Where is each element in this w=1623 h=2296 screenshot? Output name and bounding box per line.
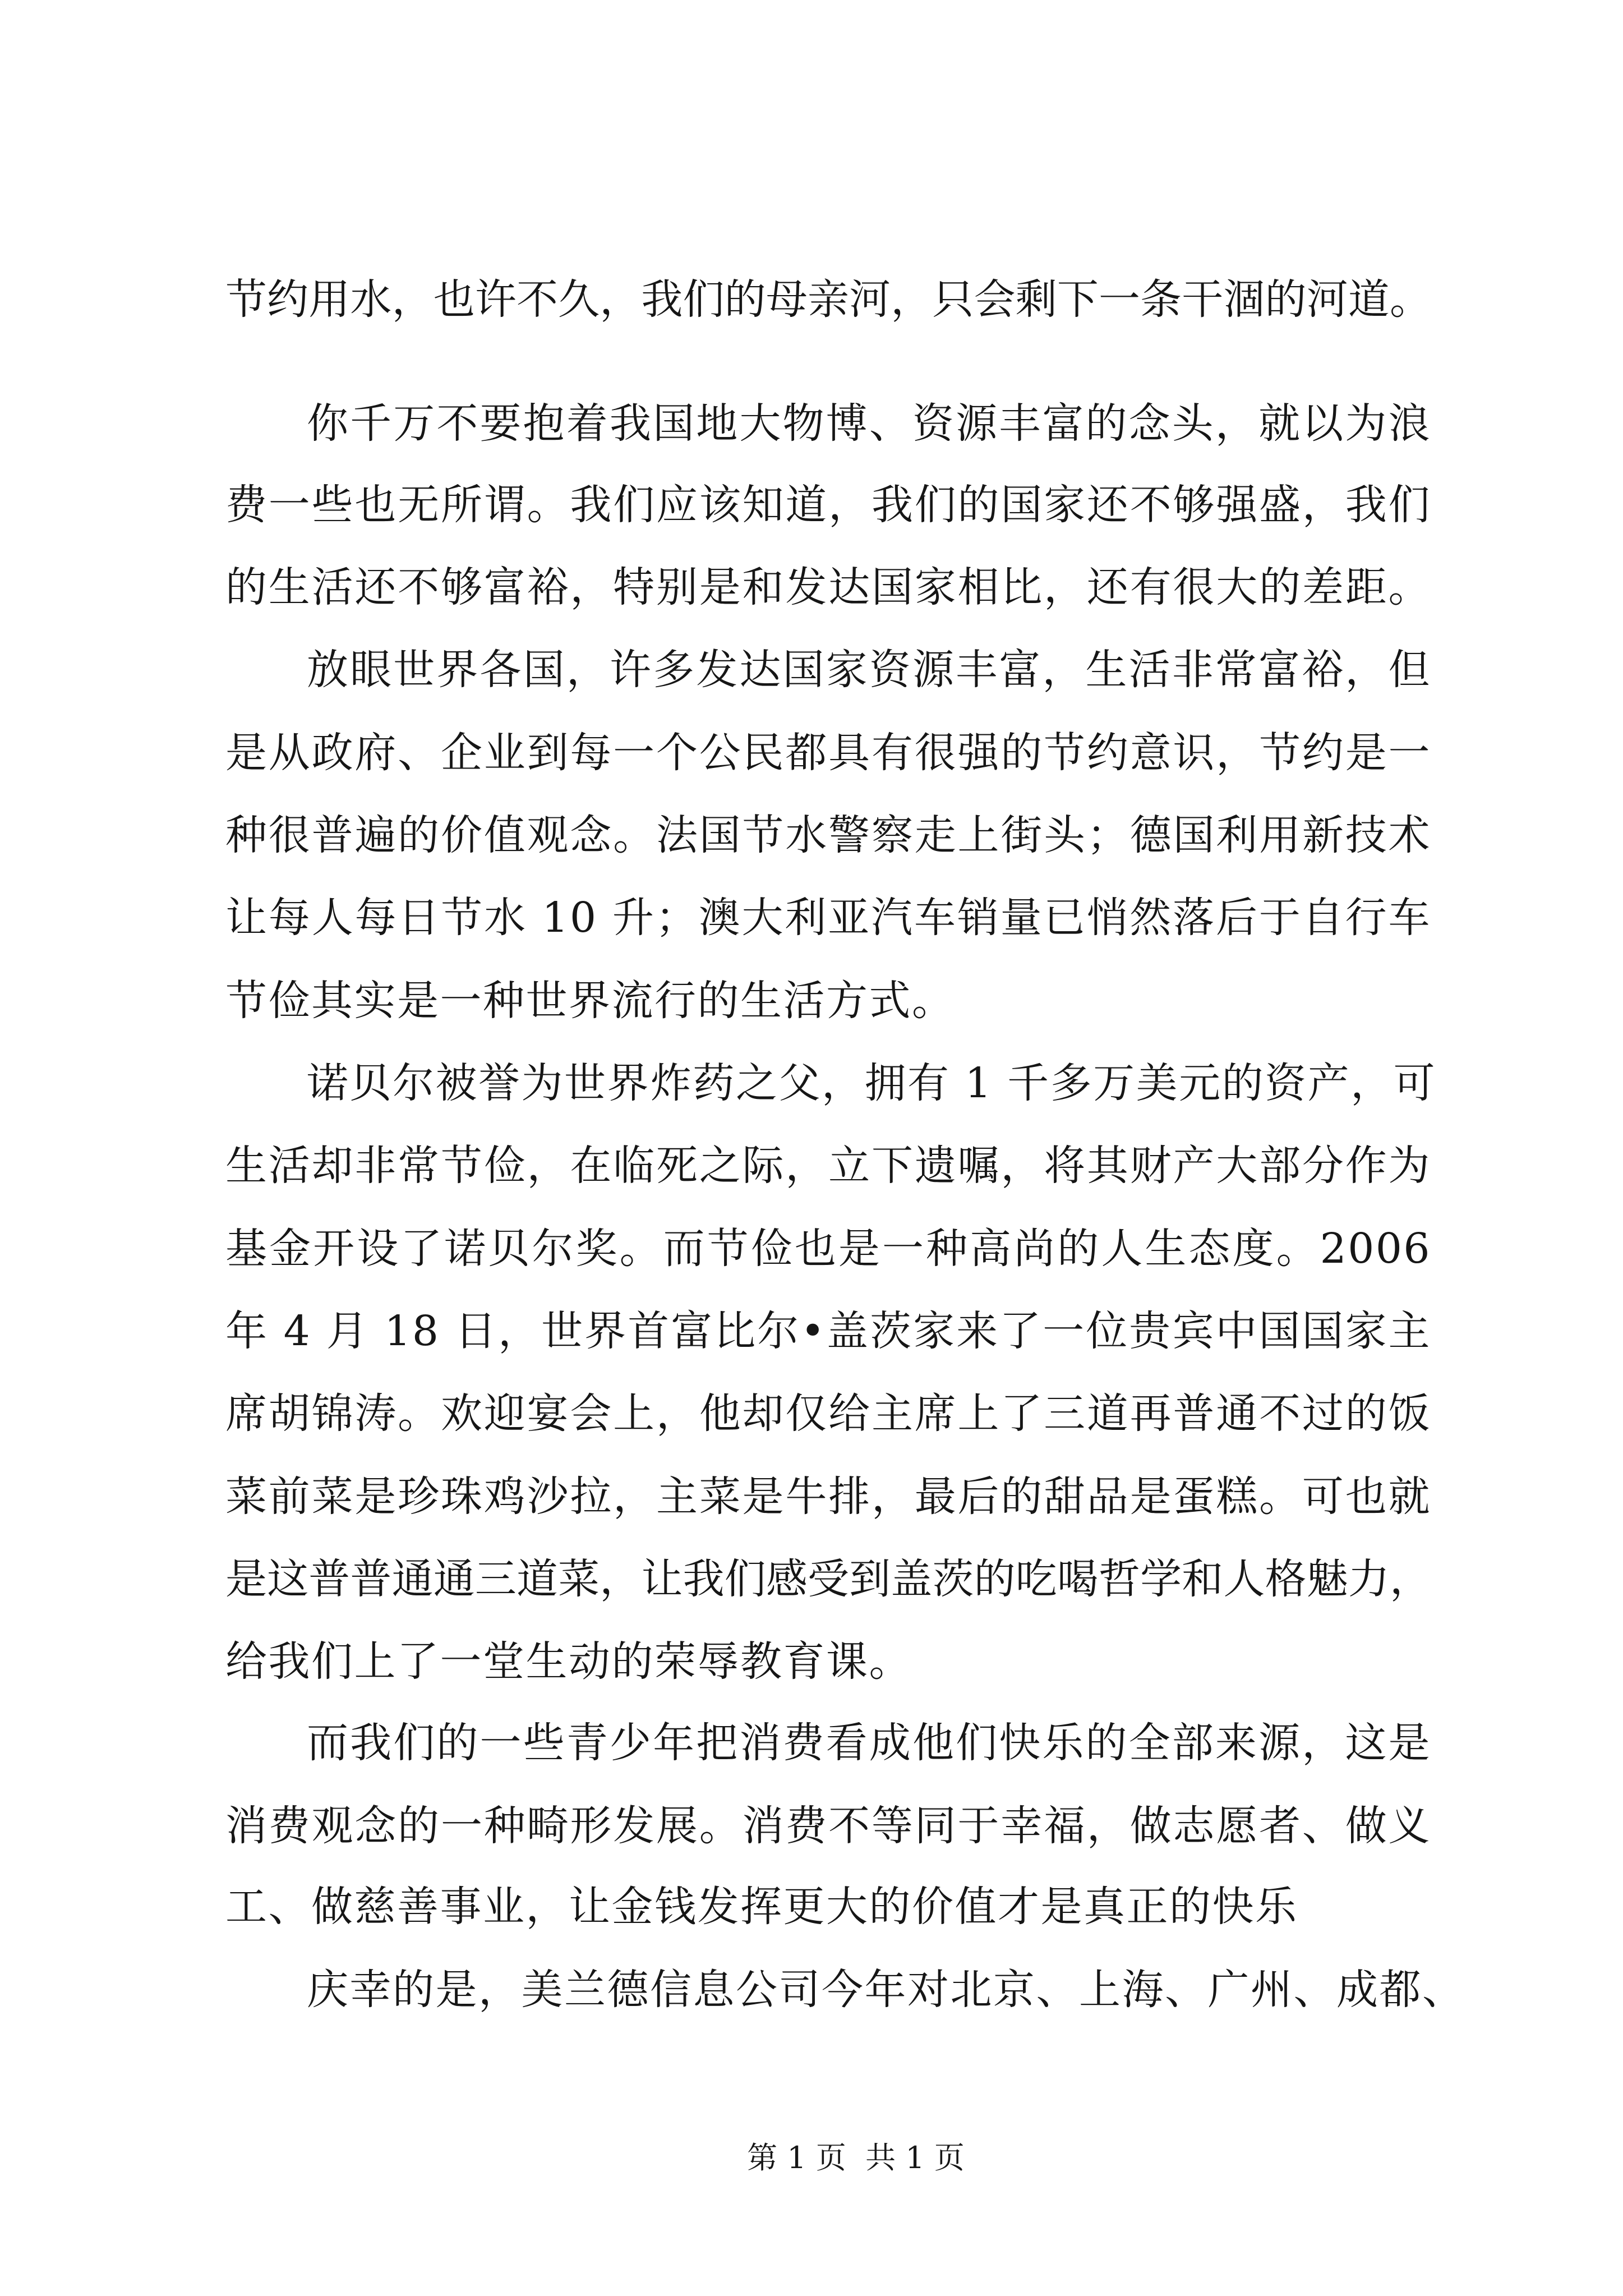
text-line: 消费观念的一种畸形发展。消费不等同于幸福，做志愿者、做义: [225, 1802, 1431, 1850]
paragraph-first-line: 放眼世界各国，许多发达国家资源丰富，生活非常富裕，但: [307, 646, 1431, 694]
text-line: 工、做慈善事业，让金钱发挥更大的价值才是真正的快乐: [225, 1883, 1298, 1931]
text-line: 是从政府、企业到每一个公民都具有很强的节约意识，节约是一: [225, 729, 1431, 777]
text-line: 生活却非常节俭，在临死之际，立下遗嘱，将其财产大部分作为: [225, 1142, 1431, 1190]
text-line: 让每人每日节水 10 升；澳大利亚汽车销量已悄然落后于自行车: [225, 894, 1431, 942]
page-number-footer: 第 1 页 共 1 页: [747, 2140, 965, 2175]
text-line: 是这普普通通三道菜，让我们感受到盖茨的吃喝哲学和人格魅力，: [225, 1555, 1431, 1603]
text-line: 菜前菜是珍珠鸡沙拉，主菜是牛排，最后的甜品是蛋糕。可也就: [225, 1473, 1431, 1521]
paragraph-first-line: 你千万不要抱着我国地大物博、资源丰富的念头，就以为浪: [307, 399, 1431, 448]
paragraph-first-line: 诺贝尔被誉为世界炸药之父，拥有 1 千多万美元的资产，可: [307, 1059, 1437, 1107]
text-line: 基金开设了诺贝尔奖。而节俭也是一种高尚的人生态度。2006: [225, 1225, 1431, 1273]
text-line: 的生活还不够富裕，特别是和发达国家相比，还有很大的差距。: [225, 563, 1431, 611]
text-line: 席胡锦涛。欢迎宴会上，他却仅给主席上了三道再普通不过的饭: [225, 1389, 1431, 1438]
text-line: 年 4 月 18 日，世界首富比尔•盖茨家来了一位贵宾中国国家主: [225, 1307, 1431, 1355]
text-line: 给我们上了一堂生动的荣辱教育课。: [225, 1637, 912, 1686]
text-line: 节约用水，也许不久，我们的母亲河，只会剩下一条干涸的河道。: [225, 275, 1431, 324]
text-line: 节俭其实是一种世界流行的生活方式。: [225, 977, 955, 1025]
text-line: 种很普遍的价值观念。法国节水警察走上街头；德国利用新技术: [225, 811, 1431, 859]
paragraph-first-line: 而我们的一些青少年把消费看成他们快乐的全部来源，这是: [307, 1719, 1431, 1767]
text-line: 费一些也无所谓。我们应该知道，我们的国家还不够强盛，我们: [225, 481, 1431, 529]
paragraph-first-line: 庆幸的是，美兰德信息公司今年对北京、上海、广州、成都、: [307, 1966, 1465, 2014]
